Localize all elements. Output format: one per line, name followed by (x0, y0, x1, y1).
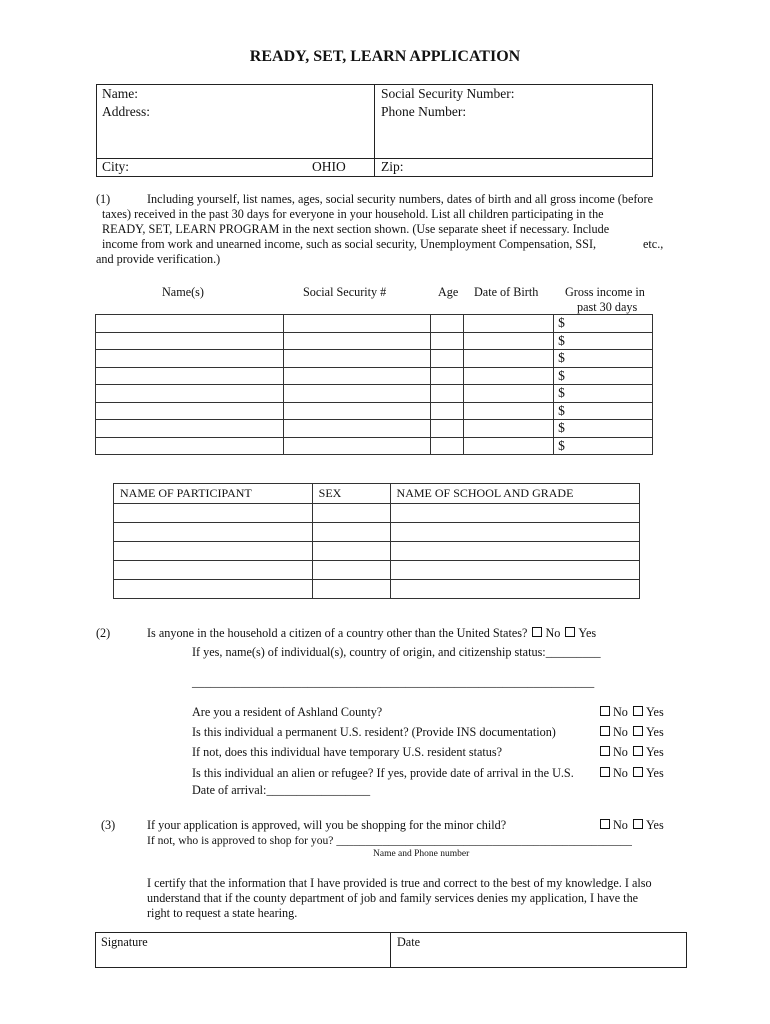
page-title: READY, SET, LEARN APPLICATION (249, 48, 521, 65)
participant-header: NAME OF PARTICIPANT (114, 484, 313, 504)
header-box-divider (374, 84, 375, 177)
section-1-etc: etc., (643, 237, 664, 251)
participant-name-cell[interactable] (114, 542, 313, 561)
phone-field[interactable]: Phone Number: (381, 104, 467, 119)
income-cell[interactable] (554, 385, 653, 403)
household-row (96, 420, 653, 438)
question-permanent: Is this individual a permanent U.S. resident? (Provide INS documentation) (192, 725, 556, 739)
ssn-cell[interactable] (283, 367, 431, 385)
alien-yes-checkbox[interactable] (633, 767, 643, 777)
certify-line-1: I certify that the information that I have provided is true and correct to the best of my knowledge. I also (147, 876, 652, 890)
participant-school-cell[interactable] (390, 580, 639, 599)
participant-row (114, 580, 640, 599)
participant-sex-cell[interactable] (312, 504, 390, 523)
ssn-cell[interactable] (283, 350, 431, 368)
household-row (96, 367, 653, 385)
dollar-sign: $ (558, 350, 565, 366)
address-field[interactable]: Address: (102, 104, 150, 119)
dob-cell[interactable] (464, 385, 554, 403)
permanent-no-label: No (613, 725, 628, 739)
question-alien: Is this individual an alien or refugee? If yes, provide date of arrival in the U.S. (192, 766, 574, 780)
ssn-field[interactable]: Social Security Number: (381, 86, 515, 101)
age-cell[interactable] (431, 367, 464, 385)
dob-cell[interactable] (464, 420, 554, 438)
name-cell[interactable] (96, 437, 284, 455)
name-cell[interactable] (96, 402, 284, 420)
shopping-answer (598, 818, 664, 833)
participant-name-cell[interactable] (114, 561, 313, 580)
temporary-yes-label: Yes (645, 745, 664, 759)
citizen-no-label: No (545, 626, 561, 640)
participant-header-row (114, 484, 640, 504)
alien-yes-label: Yes (645, 766, 664, 780)
household-row (96, 350, 653, 368)
participant-school-cell[interactable] (390, 504, 639, 523)
name-cell[interactable] (96, 420, 284, 438)
age-cell[interactable] (431, 385, 464, 403)
citizen-yes-checkbox[interactable] (565, 627, 575, 637)
permanent-yes-label: Yes (645, 725, 664, 739)
name-cell[interactable] (96, 315, 284, 333)
col-header-dob: Date of Birth (474, 285, 539, 299)
section-3-number: (3) (101, 818, 116, 832)
income-cell[interactable] (554, 420, 653, 438)
dollar-sign: $ (558, 437, 565, 453)
income-cell[interactable] (554, 350, 653, 368)
age-cell[interactable] (431, 315, 464, 333)
participant-sex-cell[interactable] (312, 523, 390, 542)
participant-sex-cell[interactable] (312, 580, 390, 599)
ssn-cell[interactable] (283, 420, 431, 438)
participant-name-cell[interactable] (114, 504, 313, 523)
income-cell[interactable] (554, 367, 653, 385)
name-cell[interactable] (96, 385, 284, 403)
resident-no-checkbox[interactable] (600, 706, 610, 716)
temporary-no-label: No (613, 745, 628, 759)
household-table (95, 314, 653, 455)
name-cell[interactable] (96, 350, 284, 368)
participant-school-cell[interactable] (390, 561, 639, 580)
col-header-ssn: Social Security # (303, 285, 387, 299)
resident-no-label: No (613, 705, 628, 719)
dob-cell[interactable] (464, 315, 554, 333)
household-row (96, 315, 653, 333)
ssn-cell[interactable] (283, 315, 431, 333)
participant-table (113, 483, 640, 599)
alien-no-checkbox[interactable] (600, 767, 610, 777)
header-box-city-line (96, 158, 653, 159)
section-1-line-5: and provide verification.) (96, 252, 221, 266)
dob-cell[interactable] (464, 437, 554, 455)
shopping-no-checkbox[interactable] (600, 819, 610, 829)
question-citizen (147, 626, 596, 641)
dollar-sign: $ (558, 332, 565, 348)
name-cell[interactable] (96, 332, 284, 350)
shopper-field-caption: Name and Phone number (373, 849, 470, 859)
participant-school-cell[interactable] (390, 542, 639, 561)
question-resident: Are you a resident of Ashland County? (192, 705, 383, 719)
alien-answer (598, 766, 664, 781)
state-value: OHIO (312, 159, 346, 174)
dob-cell[interactable] (464, 367, 554, 385)
zip-field[interactable]: Zip: (381, 159, 404, 174)
age-cell[interactable] (431, 332, 464, 350)
shopping-yes-label: Yes (645, 818, 664, 832)
signature-field[interactable]: Signature (101, 935, 148, 949)
ssn-cell[interactable] (283, 385, 431, 403)
participant-sex-cell[interactable] (312, 542, 390, 561)
col-header-names: Name(s) (162, 285, 204, 299)
permanent-answer (598, 725, 664, 740)
permanent-no-checkbox[interactable] (600, 726, 610, 736)
ssn-cell[interactable] (283, 332, 431, 350)
citizen-details-line[interactable]: __________________________________________________________________ (192, 675, 595, 689)
citizen-details-field[interactable]: If yes, name(s) of individual(s), country of origin, and citizenship status:_________ (192, 645, 601, 659)
alien-no-label: No (613, 766, 628, 780)
age-cell[interactable] (431, 420, 464, 438)
sex-header: SEX (312, 484, 390, 504)
participant-row (114, 561, 640, 580)
col-header-income-2: past 30 days (577, 300, 638, 314)
shopping-no-label: No (613, 818, 628, 832)
household-row (96, 402, 653, 420)
col-header-income: Gross income in (565, 285, 645, 299)
permanent-yes-checkbox[interactable] (633, 726, 643, 736)
signature-box (95, 932, 687, 968)
dollar-sign: $ (558, 385, 565, 401)
section-1-number: (1) (96, 192, 111, 206)
section-1-line-4: income from work and unearned income, such as social security, Unemployment Compensation, SSI, (102, 237, 597, 251)
ssn-cell[interactable] (283, 437, 431, 455)
age-cell[interactable] (431, 437, 464, 455)
temporary-yes-checkbox[interactable] (633, 746, 643, 756)
household-row (96, 385, 653, 403)
name-field[interactable]: Name: (102, 86, 138, 101)
income-cell[interactable] (554, 332, 653, 350)
resident-yes-checkbox[interactable] (633, 706, 643, 716)
shopping-yes-checkbox[interactable] (633, 819, 643, 829)
date-field[interactable]: Date (397, 935, 421, 949)
participant-row (114, 504, 640, 523)
participant-row (114, 542, 640, 561)
temporary-answer (598, 745, 664, 760)
section-1-line-2: taxes) received in the past 30 days for everyone in your household. List all children participating in the (102, 207, 604, 221)
city-field[interactable]: City: (102, 159, 130, 174)
income-cell[interactable] (554, 402, 653, 420)
household-row (96, 437, 653, 455)
certify-line-3: right to request a state hearing. (147, 906, 298, 920)
shopper-field[interactable]: If not, who is approved to shop for you? ___________________________________________________ (147, 834, 632, 847)
dollar-sign: $ (558, 315, 565, 331)
section-1-line-3: READY, SET, LEARN PROGRAM in the next section shown. (Use separate sheet if necessary. Include (102, 222, 610, 236)
section-2-number: (2) (96, 626, 111, 640)
question-citizen-text: Is anyone in the household a citizen of a country other than the United States? (147, 626, 528, 640)
dollar-sign: $ (558, 402, 565, 418)
age-cell[interactable] (431, 402, 464, 420)
age-cell[interactable] (431, 350, 464, 368)
resident-yes-label: Yes (645, 705, 664, 719)
section-1-line-1: Including yourself, list names, ages, social security numbers, dates of birth and all gross income (before (147, 192, 653, 206)
citizen-no-checkbox[interactable] (532, 627, 542, 637)
dob-cell[interactable] (464, 402, 554, 420)
dollar-sign: $ (558, 367, 565, 383)
certify-line-2: understand that if the county department of job and family services denies my application, I have the (147, 891, 639, 905)
question-temporary: If not, does this individual have temporary U.S. resident status? (192, 745, 503, 759)
name-cell[interactable] (96, 367, 284, 385)
income-cell[interactable] (554, 437, 653, 455)
participant-name-cell[interactable] (114, 523, 313, 542)
school-header: NAME OF SCHOOL AND GRADE (390, 484, 639, 504)
household-row (96, 332, 653, 350)
dob-cell[interactable] (464, 350, 554, 368)
participant-school-cell[interactable] (390, 523, 639, 542)
participant-sex-cell[interactable] (312, 561, 390, 580)
signature-box-divider (390, 932, 391, 968)
participant-row (114, 523, 640, 542)
citizen-yes-label: Yes (578, 626, 597, 640)
question-shopping: If your application is approved, will you be shopping for the minor child? (147, 818, 507, 832)
dob-cell[interactable] (464, 332, 554, 350)
date-of-arrival-field[interactable]: Date of arrival:_________________ (192, 783, 371, 797)
participant-name-cell[interactable] (114, 580, 313, 599)
dollar-sign: $ (558, 420, 565, 436)
col-header-age: Age (438, 285, 459, 299)
temporary-no-checkbox[interactable] (600, 746, 610, 756)
ssn-cell[interactable] (283, 402, 431, 420)
income-cell[interactable] (554, 315, 653, 333)
resident-answer (598, 705, 664, 720)
